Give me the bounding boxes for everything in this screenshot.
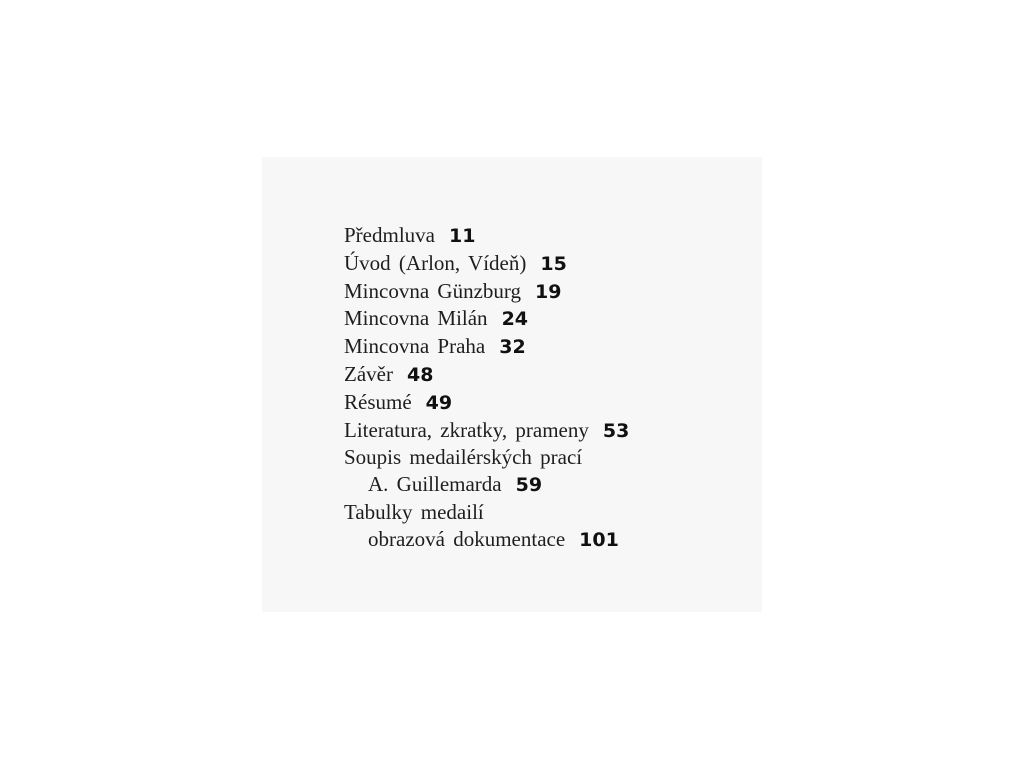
toc-entry-literatura xyxy=(344,417,629,445)
toc-entry-title: Tabulky medailí xyxy=(344,499,484,524)
toc-entry-mincovna-praha xyxy=(344,333,629,361)
toc-entry-title: Mincovna Milán xyxy=(344,306,488,331)
toc-entry-page-number: 19 xyxy=(535,280,562,303)
toc-entry-title-continuation: A. Guillemarda xyxy=(368,472,502,497)
toc-entry-mincovna-gunzburg xyxy=(344,278,629,306)
toc-entry-soupis xyxy=(344,444,629,499)
toc-entry-tabulky xyxy=(344,499,629,554)
toc-entry-title: Mincovna Günzburg xyxy=(344,278,521,303)
toc-entry-page-number: 101 xyxy=(579,528,619,551)
toc-entry-title: Úvod (Arlon, Vídeň) xyxy=(344,250,527,275)
toc-entry-mincovna-milan xyxy=(344,305,629,333)
toc-entry-title: Mincovna Praha xyxy=(344,334,486,359)
toc-entry-uvod xyxy=(344,250,629,278)
toc-entry-page-number: 11 xyxy=(448,225,476,247)
toc-entry-continuation xyxy=(344,471,629,499)
toc-entry-title: Literatura, zkratky, prameny xyxy=(344,417,589,442)
toc-entry-title: Předmluva xyxy=(344,223,435,247)
toc-entry-page-number: 24 xyxy=(501,308,529,331)
toc-entry-title: Závěr xyxy=(344,361,393,386)
toc-entry-page-number: 48 xyxy=(406,363,434,386)
toc-entry-continuation xyxy=(344,526,629,554)
toc-entry-predmluva xyxy=(344,222,629,250)
toc-entry-title: Résumé xyxy=(344,389,412,414)
toc-entry-zaver xyxy=(344,361,629,389)
toc-entry-page-number: 49 xyxy=(425,391,453,414)
toc-entry-resume xyxy=(344,389,629,417)
toc-entry-title-continuation: obrazová dokumentace xyxy=(368,526,566,551)
toc-entry-page-number: 32 xyxy=(499,336,526,359)
table-of-contents xyxy=(344,222,629,554)
toc-entry-page-number: 59 xyxy=(515,474,543,497)
toc-entry-title: Soupis medailérských prací xyxy=(344,445,583,470)
toc-entry-page-number: 15 xyxy=(540,252,567,275)
toc-entry-page-number: 53 xyxy=(602,419,630,442)
